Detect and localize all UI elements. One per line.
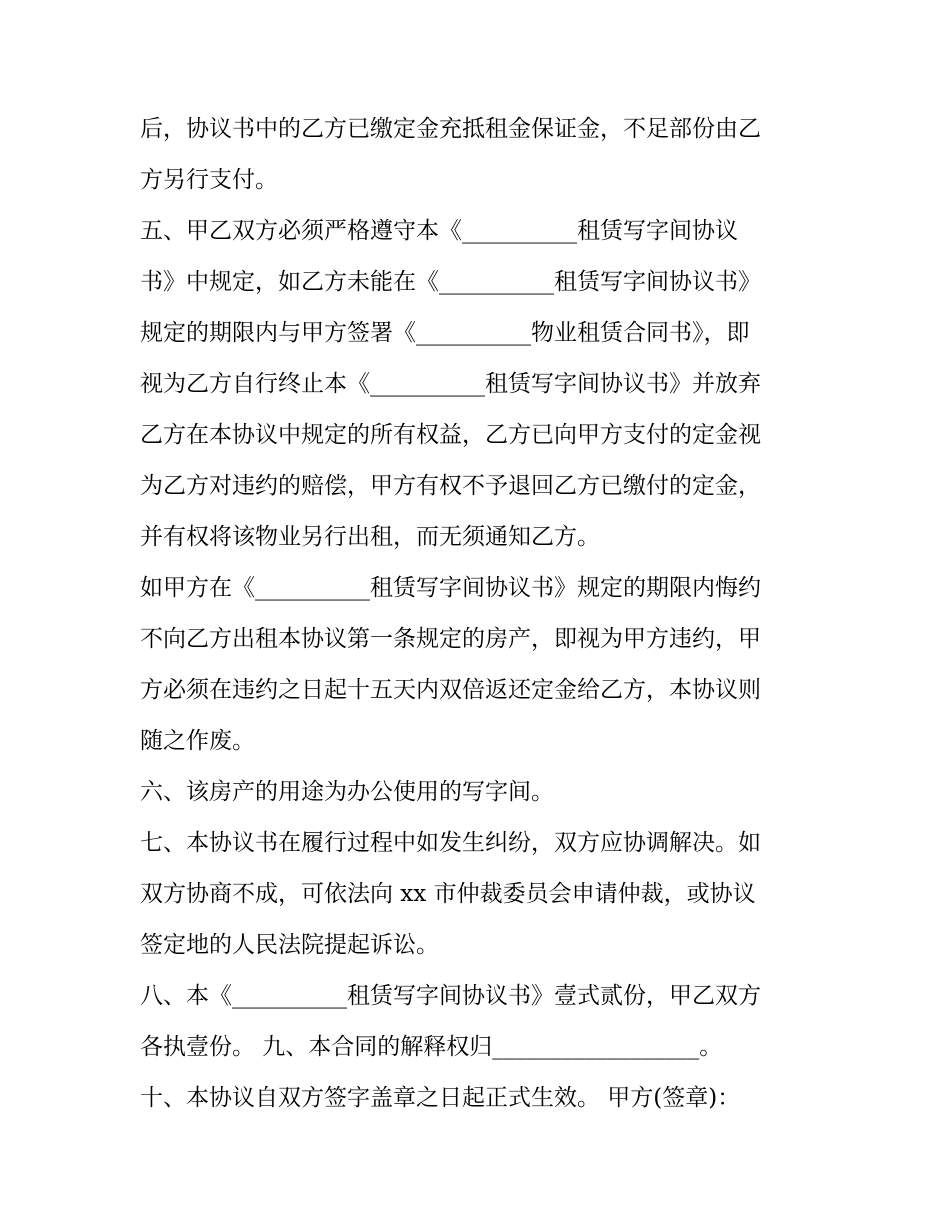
text-line: 后，协议书中的乙方已缴定金充抵租金保证金，不足部份由乙: [140, 116, 761, 142]
text-line: 十、本协议自双方签字盖章之日起正式生效。 甲方(签章)：: [140, 1085, 741, 1111]
contract-text: [140, 104, 830, 1124]
text-line: 六、该房产的用途为办公使用的写字间。: [140, 779, 554, 805]
text-line: 并有权将该物业另行出租，而无须通知乙方。: [140, 524, 600, 550]
text-line: 规定的期限内与甲方签署《__________物业租赁合同书》，即: [140, 320, 750, 346]
text-line: 签定地的人民法院提起诉讼。: [140, 932, 439, 958]
text-line: 七、本协议书在履行过程中如发生纠纷，双方应协调解决。如: [140, 830, 761, 856]
text-line: 方另行支付。: [140, 167, 278, 193]
text-line: 如甲方在《__________租赁写字间协议书》规定的期限内悔约: [140, 575, 761, 601]
text-line: 方必须在违约之日起十五天内双倍返还定金给乙方，本协议则: [140, 677, 761, 703]
text-line: 随之作废。: [140, 728, 255, 754]
text-line: 视为乙方自行终止本《__________租赁写字间协议书》并放弃: [140, 371, 761, 397]
text-line: 乙方在本协议中规定的所有权益，乙方已向甲方支付的定金视: [140, 422, 761, 448]
text-line: 不向乙方出租本协议第一条规定的房产，即视为甲方违约，甲: [140, 626, 761, 652]
text-line: 为乙方对违约的赔偿，甲方有权不予退回乙方已缴付的定金，: [140, 473, 761, 499]
text-line: 书》中规定，如乙方未能在《__________租赁写字间协议书》: [140, 269, 761, 295]
text-line: 五、甲乙双方必须严格遵守本《__________租赁写字间协议: [140, 218, 738, 244]
text-line: 双方协商不成，可依法向 xx 市仲裁委员会申请仲裁，或协议: [140, 881, 756, 907]
text-line: 各执壹份。 九、本合同的解释权归__________________。: [140, 1034, 723, 1060]
text-line: 八、本《__________租赁写字间协议书》壹式贰份，甲乙双方: [140, 983, 761, 1009]
